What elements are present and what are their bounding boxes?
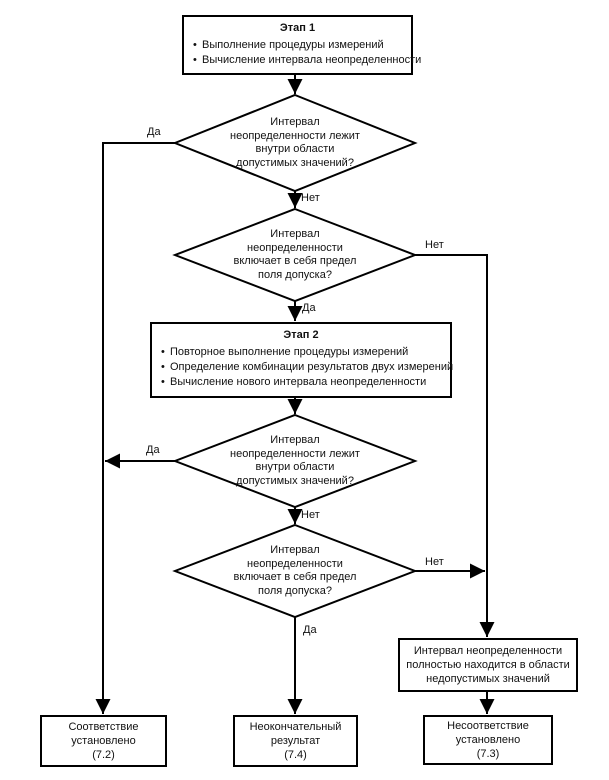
decision3-text-line: Интервал bbox=[270, 434, 320, 446]
decision4-yes-label: Да bbox=[303, 624, 317, 636]
outcome-nonconformity-line: установлено bbox=[455, 734, 521, 746]
stage1-bullet-list bbox=[184, 38, 422, 68]
invalid-region-line: полностью находится в области bbox=[406, 659, 570, 671]
outcome-nonconformity-line: (7.3) bbox=[476, 748, 500, 760]
outcome-conformity-line: Соответствие bbox=[68, 721, 139, 733]
stage1-title: Этап 1 bbox=[279, 22, 316, 34]
decision3-no-label: Нет bbox=[301, 509, 320, 521]
outcome-inconclusive-line: результат bbox=[270, 735, 321, 747]
decision4-no-label: Нет bbox=[425, 556, 444, 568]
outcome-inconclusive-line: (7.4) bbox=[284, 749, 307, 761]
outcome-nonconformity-box bbox=[423, 715, 553, 765]
decision2-text-line: Интервал bbox=[270, 228, 320, 240]
bullet-item: • Вычисление нового интервала неопределенности bbox=[161, 375, 446, 390]
decision2-text-line: включает в себя предел bbox=[233, 255, 357, 267]
invalid-region-line: недопустимых значений bbox=[426, 673, 550, 685]
bullet-item: • Повторное выполнение процедуры измерений bbox=[161, 345, 446, 360]
stage2-title: Этап 2 bbox=[283, 329, 319, 341]
decision4-text-line: поля допуска? bbox=[258, 584, 332, 597]
decision4-text-line: включает в себя предел bbox=[233, 571, 357, 583]
outcome-inconclusive-line: Неокончательный bbox=[249, 721, 342, 733]
stage2-bullet-list bbox=[152, 345, 454, 390]
decision1-text bbox=[200, 116, 390, 170]
stage2-box bbox=[150, 322, 452, 398]
decision3-yes-label: Да bbox=[146, 444, 160, 456]
outcome-conformity-line: установлено bbox=[71, 735, 136, 747]
bullet-item: • Выполнение процедуры измерений bbox=[193, 38, 407, 53]
decision3-text-line: неопределенности лежит bbox=[230, 447, 360, 460]
decision2-no-label: Нет bbox=[425, 239, 444, 251]
decision4-text-line: неопределенности bbox=[247, 557, 343, 570]
edge-decision2-no-line bbox=[415, 255, 487, 637]
bullet-item: • Определение комбинации результатов двух измерений bbox=[161, 360, 446, 375]
decision1-yes-label: Да bbox=[147, 126, 161, 138]
decision3-text bbox=[200, 434, 390, 488]
edge-decision1-yes-line bbox=[103, 143, 175, 714]
decision3-text-line: допустимых значений? bbox=[236, 474, 354, 487]
decision2-text-line: неопределенности bbox=[247, 241, 343, 254]
decision4-text-line: Интервал bbox=[270, 544, 320, 556]
decision2-text-line: поля допуска? bbox=[258, 268, 332, 281]
decision1-text-line: допустимых значений? bbox=[236, 156, 354, 169]
invalid-region-box bbox=[398, 638, 578, 692]
invalid-region-line: Интервал неопределенности bbox=[413, 645, 563, 657]
outcome-conformity-line: (7.2) bbox=[92, 749, 115, 761]
decision2-yes-label: Да bbox=[302, 302, 316, 314]
decision1-text-line: неопределенности лежит bbox=[230, 129, 360, 142]
outcome-inconclusive-box bbox=[233, 715, 358, 767]
decision1-text-line: Интервал bbox=[270, 116, 320, 128]
stage1-box bbox=[182, 15, 422, 75]
decision1-text-line: внутри области bbox=[255, 143, 335, 155]
bullet-item: • Вычисление интервала неопределенности bbox=[193, 53, 407, 68]
outcome-conformity-box bbox=[40, 715, 167, 767]
decision2-text bbox=[200, 228, 390, 282]
decision3-text-line: внутри области bbox=[255, 461, 335, 473]
decision1-no-label: Нет bbox=[301, 192, 320, 204]
decision4-text bbox=[200, 544, 390, 598]
outcome-nonconformity-line: Несоответствие bbox=[447, 720, 529, 732]
